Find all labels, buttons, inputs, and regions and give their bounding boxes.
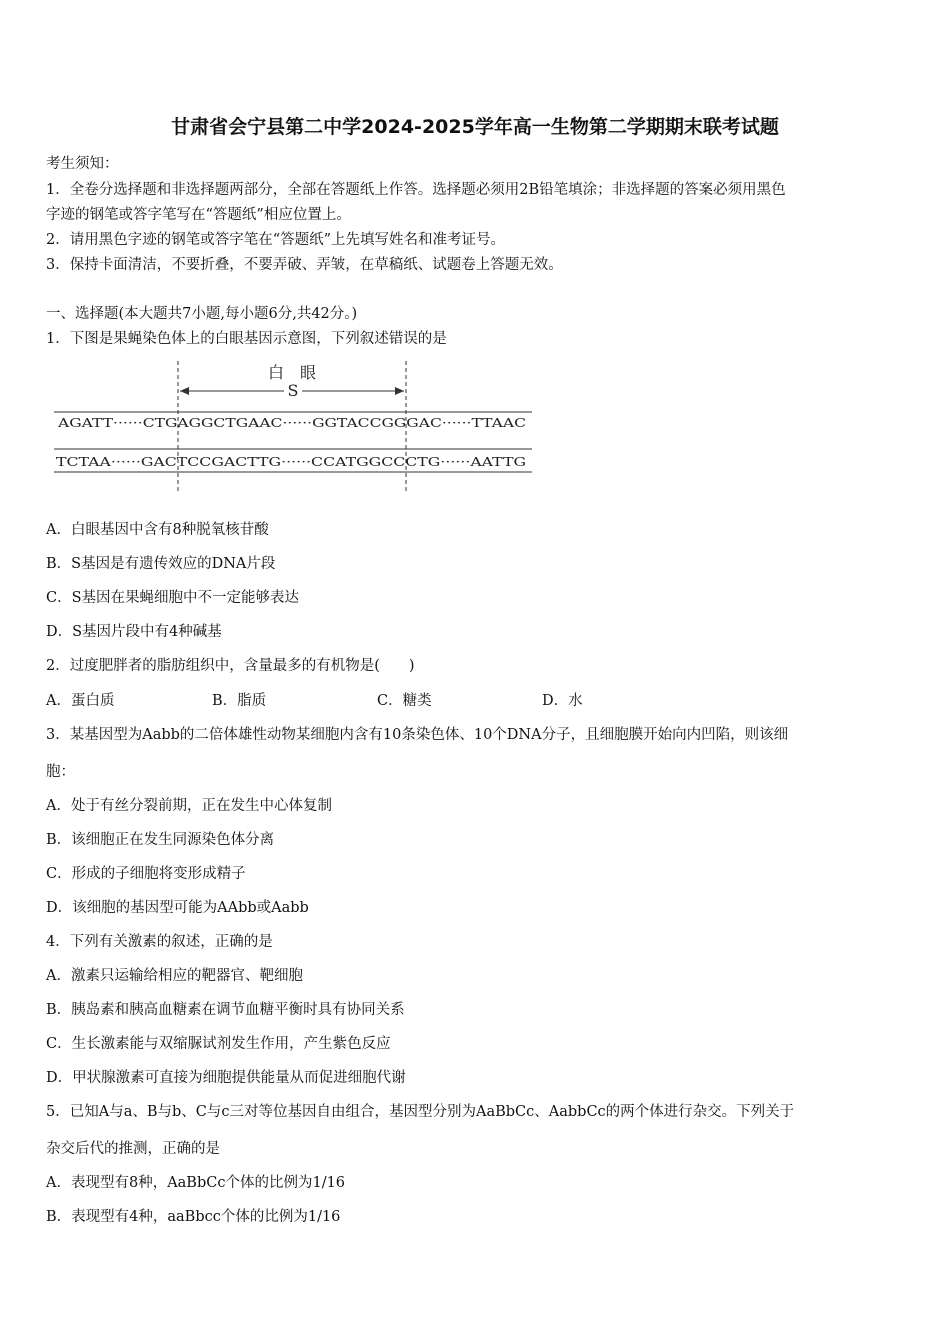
q5-option-a: A．表现型有8种，AaBbCc个体的比例为1/16: [46, 1175, 346, 1191]
diagram-label-white-eye: 白 眼: [267, 363, 317, 382]
diagram-label-s: S: [287, 381, 299, 400]
notice-item-2: 2．请用黑色字迹的钢笔或答字笔在“答题纸”上先填写姓名和准考证号。: [46, 232, 506, 248]
q2-option-a: A．蛋白质: [46, 693, 115, 709]
q5-option-b: B．表现型有4种，aaBbcc个体的比例为1/16: [46, 1209, 341, 1225]
q1-option-d: D．S基因片段中有4种碱基: [46, 624, 222, 640]
q2-option-d: D．水: [542, 693, 583, 709]
q2-option-b: B．脂质: [212, 693, 267, 709]
strand-bottom: TCTAA······GACTCCGACTTG······CCATGGCCCTG······AATTG: [56, 454, 526, 469]
page-title: 甘肃省会宁县第二中学2024-2025学年高一生物第二学期期末联考试题: [171, 116, 779, 138]
q2-option-c: C．糖类: [377, 693, 432, 709]
q4-option-a: A．激素只运输给相应的靶器官、靶细胞: [46, 968, 303, 984]
notice-item-3: 3．保持卡面清洁，不要折叠，不要弄破、弄皱，在草稿纸、试题卷上答题无效。: [46, 257, 563, 273]
q3-option-a: A．处于有丝分裂前期，正在发生中心体复制: [46, 798, 332, 814]
q4-option-c: C．生长激素能与双缩脲试剂发生作用，产生紫色反应: [46, 1036, 391, 1052]
q4-option-b: B．胰岛素和胰高血糖素在调节血糖平衡时具有协同关系: [46, 1002, 405, 1018]
q4-stem: 4．下列有关激素的叙述，正确的是: [46, 934, 273, 950]
q4-option-d: D．甲状腺激素可直接为细胞提供能量从而促进细胞代谢: [46, 1070, 406, 1086]
q1-option-c: C．S基因在果蝇细胞中不一定能够表达: [46, 590, 300, 606]
q5-stem-b: 杂交后代的推测，正确的是: [46, 1141, 220, 1157]
notice-item-1a: 1．全卷分选择题和非选择题两部分，全部在答题纸上作答。选择题必须用2B铅笔填涂；非选择题的答案必须用黑色: [46, 182, 786, 198]
strand-top: AGATT······CTGAGGCTGAAC······GGTACCGGGAC······TTAAC: [56, 415, 526, 430]
q3-stem-a: 3．某基因型为Aabb的二倍体雄性动物某细胞内含有10条染色体、10个DNA分子，且细胞膜开始向内凹陷，则该细: [46, 727, 789, 743]
q1-option-a: A．白眼基因中含有8种脱氧核苷酸: [46, 522, 269, 538]
q3-stem-b: 胞：: [46, 764, 75, 780]
q1-stem: 1．下图是果蝇染色体上的白眼基因示意图，下列叙述错误的是: [46, 331, 447, 347]
arrowhead-left: [180, 387, 189, 395]
q3-option-c: C．形成的子细胞将变形成精子: [46, 866, 246, 882]
notice-heading: 考生须知：: [46, 156, 119, 172]
arrowhead-right: [395, 387, 404, 395]
gene-diagram: [52, 356, 537, 496]
q3-option-d: D．该细胞的基因型可能为AAbb或Aabb: [46, 900, 309, 916]
q5-stem-a: 5．已知A与a、B与b、C与c三对等位基因自由组合，基因型分别为AaBbCc、AabbCc的两个体进行杂交。下列关于: [46, 1104, 795, 1120]
q2-stem: 2．过度肥胖者的脂肪组织中，含量最多的有机物是( ): [46, 658, 415, 674]
q1-option-b: B．S基因是有遗传效应的DNA片段: [46, 556, 276, 572]
notice-item-1b: 字迹的钢笔或答字笔写在“答题纸”相应位置上。: [46, 207, 351, 223]
q3-option-b: B．该细胞正在发生同源染色体分离: [46, 832, 275, 848]
section-heading: 一、选择题(本大题共7小题,每小题6分,共42分。): [46, 306, 358, 322]
